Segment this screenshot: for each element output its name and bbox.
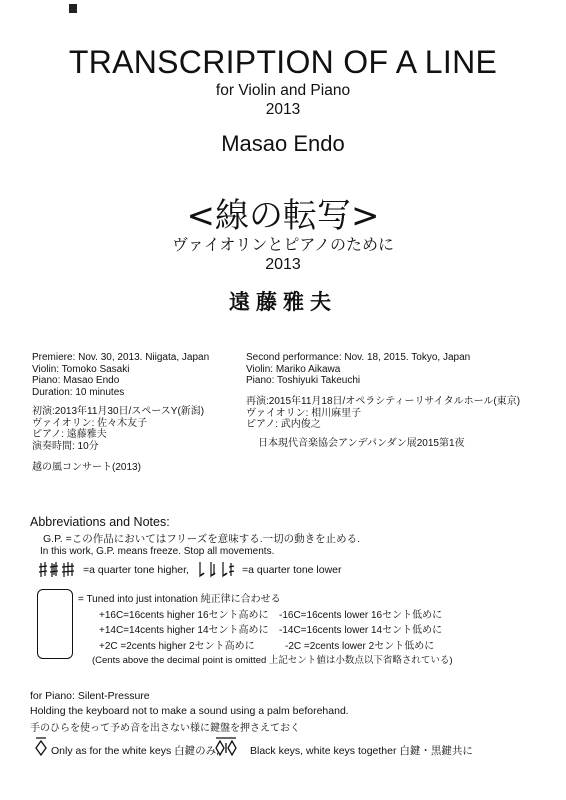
notes-heading: Abbreviations and Notes: [30, 515, 170, 529]
black-keys-label: Black keys, white keys together 白鍵・黒鍵共に [250, 745, 473, 757]
composer: Masao Endo [221, 131, 345, 156]
gp-definition-jp: G.P. =この作品においてはフリーズを意味する.一切の動きを止める. [43, 533, 361, 545]
composer-jp: 遠藤雅夫 [229, 290, 337, 314]
premiere-line-jp: 初演:2013年11月30日/スペースY(新潟) [32, 406, 205, 417]
premiere-violin: Violin: Tomoko Sasaki [32, 363, 130, 375]
quarter-sharp-icon [38, 560, 80, 580]
second-piano: Piano: Toshiyuki Takeuchi [246, 375, 361, 386]
cents-2-lower: -2C =2cents lower 2セント低めに [285, 641, 435, 652]
premiere-line: Premiere: Nov. 30, 2013. Niigata, Japan [32, 352, 210, 363]
just-intonation-box-icon [37, 589, 73, 659]
second-line-jp: 再演:2015年11月18日/オペラシティーリサイタルホール(東京) [246, 396, 521, 407]
premiere-duration: Duration: 10 minutes [32, 386, 125, 398]
piano-instruction-jp: 手のひらを使って予め音を出さない様に鍵盤を押さえておく [30, 723, 300, 734]
second-line: Second performance: Nov. 18, 2015. Tokyo, Japan [246, 352, 471, 363]
cents-14-higher: +14C=14cents higher 14セント高めに [99, 625, 269, 636]
second-info-jp [246, 396, 520, 431]
year: 2013 [265, 101, 301, 118]
premiere-duration-jp: 演奏時間: 10分 [32, 440, 99, 452]
premiere-info-jp [32, 406, 204, 452]
premiere-violin-jp: ヴァイオリン: 佐々木友子 [32, 417, 148, 429]
second-violin-jp: ヴァイオリン: 相川麻里子 [246, 407, 362, 419]
quarter-higher: =a quarter tone higher, [83, 564, 189, 576]
second-piano-jp: ピアノ: 武内俊之 [246, 419, 321, 430]
cents-14-lower: -14C=16cents lower 14セント低めに [279, 625, 443, 636]
subtitle: for Violin and Piano [215, 82, 351, 99]
title: TRANSCRIPTION OF A LINE [68, 44, 498, 80]
cents-16-lower: -16C=16cents lower 16セント低めに [279, 610, 443, 621]
second-violin: Violin: Mariko Aikawa [246, 363, 341, 375]
quarter-lower: =a quarter tone lower [242, 564, 342, 576]
piano-heading: for Piano: Silent-Pressure [30, 690, 150, 702]
premiere-concert: 越の風コンサート(2013) [32, 462, 141, 473]
premiere-piano: Piano: Masao Endo [32, 375, 120, 386]
cents-note: (Cents above the decimal point is omitted 上記セント値は小数点以下省略されている) [92, 655, 453, 666]
cents-2-higher: +2C =2cents higher 2セント高めに [99, 641, 255, 652]
white-keys-label: Only as for the white keys 白鍵のみ, [51, 745, 220, 757]
title-jp: <線の転写> [186, 196, 380, 236]
piano-instruction: Holding the keyboard not to make a sound using a palm beforehand. [30, 705, 349, 717]
gp-definition-en: In this work, G.P. means freeze. Stop all movements. [40, 546, 275, 557]
black-white-keys-symbol-icon [214, 735, 238, 759]
just-intonation: = Tuned into just intonation 純正律に合わせる [78, 594, 281, 605]
second-event: 日本現代音楽協会アンデパンダン展2015第1夜 [258, 438, 465, 449]
premiere-info [32, 352, 209, 398]
cents-16-higher: +16C=16cents higher 16セント高めに [99, 610, 269, 621]
year-jp: 2013 [265, 256, 301, 273]
white-keys-symbol-icon [34, 736, 48, 758]
subtitle-jp: ヴァイオリンとピアノのために [171, 235, 395, 254]
second-info [246, 352, 470, 387]
premiere-piano-jp: ピアノ: 遠藤雅夫 [32, 429, 107, 440]
quarter-flat-icon [197, 560, 239, 580]
corner-mark-icon [69, 4, 77, 13]
